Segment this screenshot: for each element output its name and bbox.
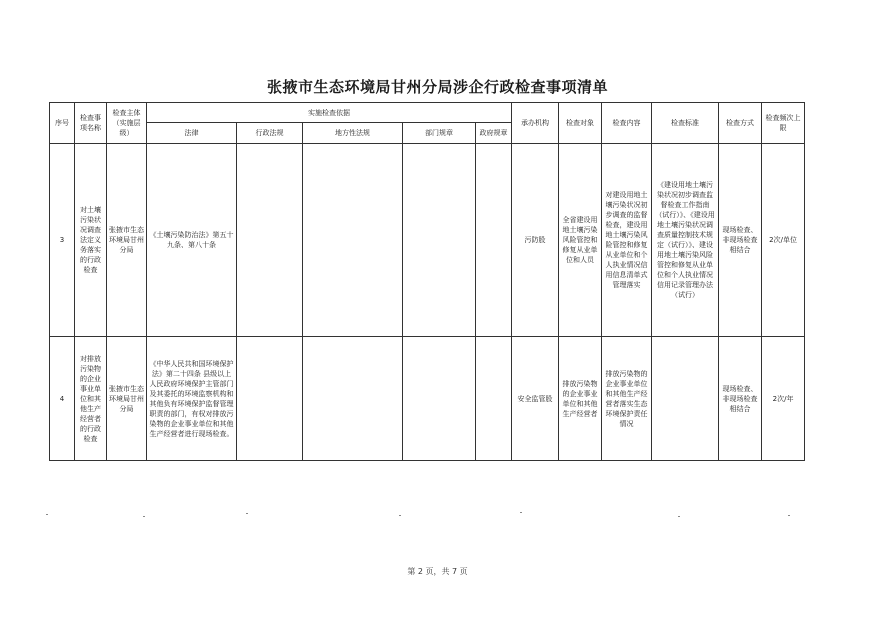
header-seq: 序号 xyxy=(50,103,75,144)
row-item: 对土壤污染状况调查法定义务落实的行政检查 xyxy=(75,144,107,337)
row-dept-rule xyxy=(403,337,476,461)
table-row xyxy=(50,337,805,461)
row-law: 《土壤污染防治法》第五十九条、第八十条 xyxy=(147,144,237,337)
header-law: 法律 xyxy=(147,123,237,144)
row-freq: 2次/年 xyxy=(762,337,805,461)
scan-speck xyxy=(788,515,790,516)
row-org: 安全监管股 xyxy=(512,337,559,461)
header-row-top xyxy=(50,103,805,123)
scan-speck xyxy=(399,515,401,516)
row-subject: 张掖市生态环境局甘州分局 xyxy=(107,144,147,337)
page-title: 张掖市生态环境局甘州分局涉企行政检查事项清单 xyxy=(266,78,608,96)
header-target: 检查对象 xyxy=(559,103,602,144)
row-gov-rule xyxy=(476,337,512,461)
row-local-reg xyxy=(303,144,403,337)
header-gov-rule: 政府规章 xyxy=(476,123,512,144)
row-gov-rule xyxy=(476,144,512,337)
header-item: 检查事项名称 xyxy=(75,103,107,144)
scan-speck xyxy=(520,512,522,513)
row-admin-reg xyxy=(237,337,303,461)
row-seq: 3 xyxy=(50,144,75,337)
header-org: 承办机构 xyxy=(512,103,559,144)
row-law: 《中华人民共和国环境保护法》第二十四条 县级以上人民政府环境保护主管部门及其委托的环境监察机构和其他负有环境保护监督管理职责的部门，有权对排放污染物的企业事业单位和其他生产经营者进行现场检查。 xyxy=(147,337,237,461)
scan-speck xyxy=(46,514,48,515)
row-dept-rule xyxy=(403,144,476,337)
row-local-reg xyxy=(303,337,403,461)
row-admin-reg xyxy=(237,144,303,337)
scan-speck xyxy=(678,516,680,517)
header-standard: 检查标准 xyxy=(652,103,719,144)
inspection-table xyxy=(49,102,805,461)
header-method: 检查方式 xyxy=(719,103,762,144)
row-item: 对排放污染物的企业事业单位和其他生产经营者的行政检查 xyxy=(75,337,107,461)
header-local-reg: 地方性法规 xyxy=(303,123,403,144)
row-seq: 4 xyxy=(50,337,75,461)
row-target: 排放污染物的企业事业单位和其他生产经营者 xyxy=(559,337,602,461)
row-target: 全省建设用地土壤污染风险管控和修复从业单位和人员 xyxy=(559,144,602,337)
row-method: 现场检查、非现场检查相结合 xyxy=(719,337,762,461)
header-admin-reg: 行政法规 xyxy=(237,123,303,144)
header-dept-rule: 部门规章 xyxy=(403,123,476,144)
row-standard xyxy=(652,337,719,461)
row-content: 排放污染物的企业事业单位和其他生产经营者落实生态环境保护责任情况 xyxy=(602,337,652,461)
header-subject: 检查主体（实施层级） xyxy=(107,103,147,144)
row-content: 对建设用地土壤污染状况初步调查的监督检查，建设用地土壤污染风险管控和修复从业单位和个人执业情况信用信息清单式管理落实 xyxy=(602,144,652,337)
row-standard: 《建设用地土壤污染状况初步调查监督检查工作指南（试行）》、《建设用地土壤污染状况调查质量控制技术规定（试行）》、建设用地土壤污染风险管控和修复从业单位和个人执业情况信用记录管理办法（试行） xyxy=(652,144,719,337)
row-method: 现场检查、非现场检查相结合 xyxy=(719,144,762,337)
table-row xyxy=(50,144,805,337)
header-basis: 实施检查依据 xyxy=(147,103,512,123)
page-footer: 第 2 页，共 7 页 xyxy=(407,567,468,576)
header-freq: 检查频次上限 xyxy=(762,103,805,144)
row-org: 污防股 xyxy=(512,144,559,337)
header-content: 检查内容 xyxy=(602,103,652,144)
scan-speck xyxy=(246,513,248,514)
scan-speck xyxy=(143,516,145,517)
row-freq: 2次/单位 xyxy=(762,144,805,337)
row-subject: 张掖市生态环境局甘州分局 xyxy=(107,337,147,461)
